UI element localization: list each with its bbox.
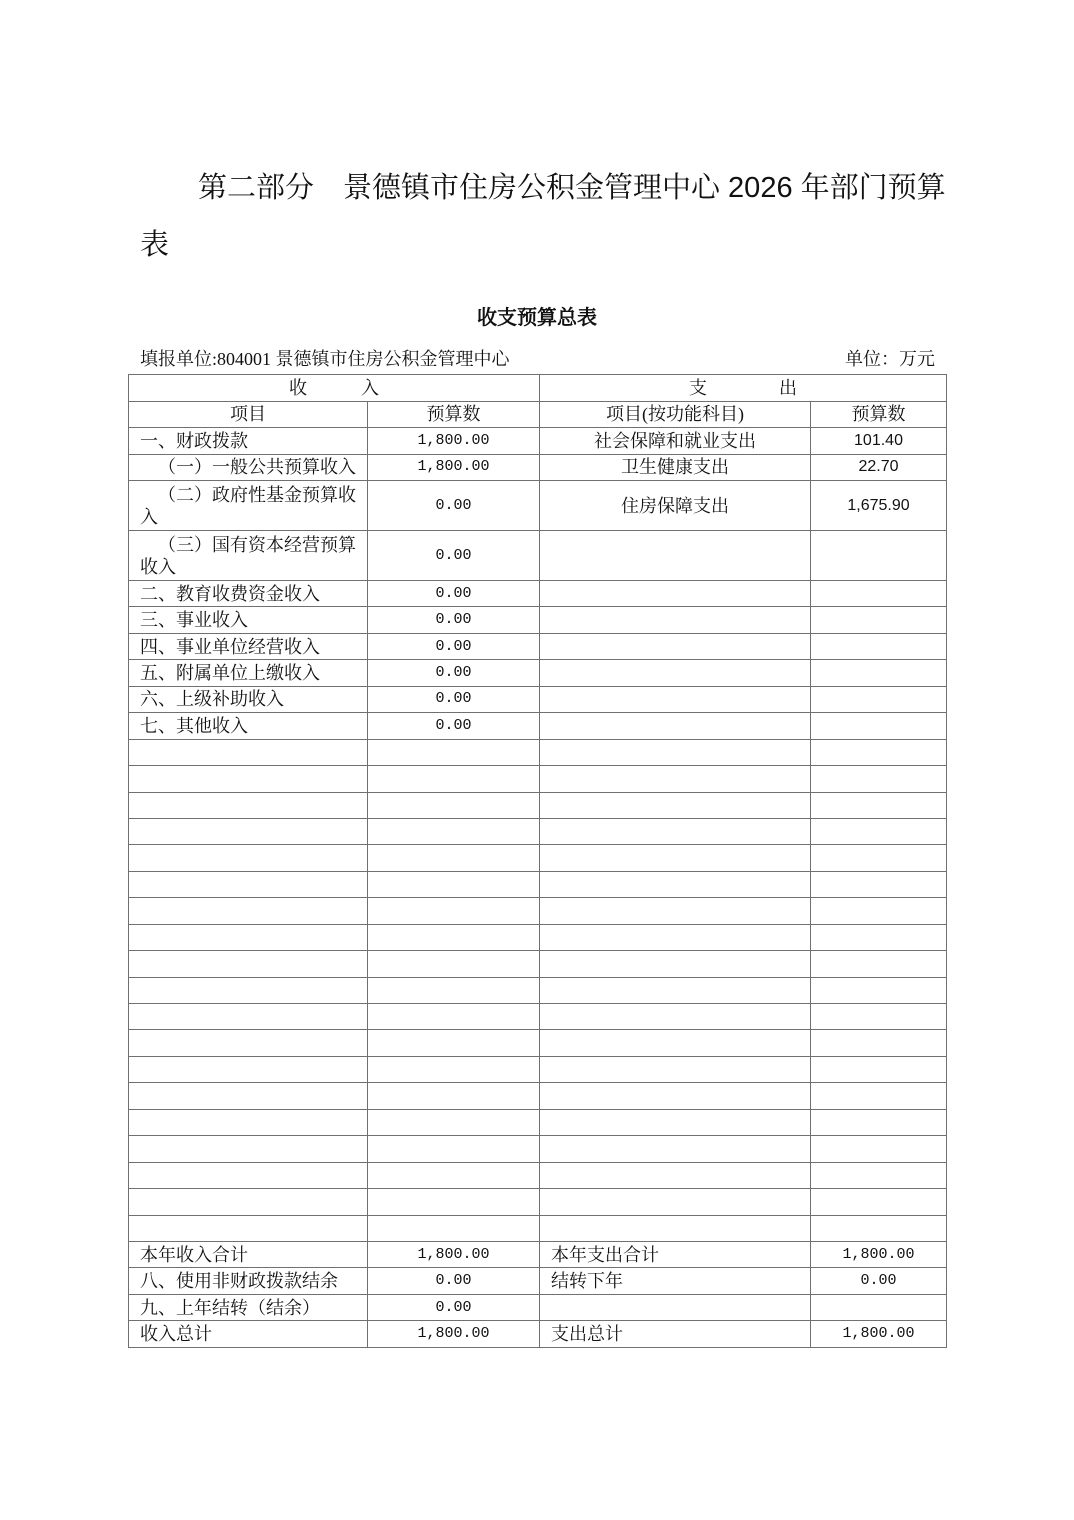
amount-unit: 单位：万元 [845, 349, 935, 369]
income-amount-cell: 0.00 [368, 713, 540, 739]
blank-cell [129, 792, 368, 818]
blank-cell [540, 871, 811, 897]
expenditure-item-header: 项目(按功能科目) [540, 401, 811, 428]
income-item-cell: 二、教育收费资金收入 [129, 581, 368, 607]
expenditure-amount-cell [811, 686, 947, 712]
expenditure-item-cell [540, 633, 811, 659]
summary-row [129, 1268, 947, 1294]
table-row [129, 713, 947, 739]
income-item-cell: 五、附属单位上缴收入 [129, 660, 368, 686]
expenditure-item-cell: 卫生健康支出 [540, 454, 811, 481]
expenditure-item-cell [540, 581, 811, 607]
income-amount-cell: 0.00 [368, 686, 540, 712]
expenditure-item-cell [540, 607, 811, 633]
table-row [129, 581, 947, 607]
blank-cell [129, 1056, 368, 1082]
blank-cell [368, 1215, 540, 1241]
blank-row [129, 871, 947, 897]
blank-cell [368, 845, 540, 871]
expenditure-amount-cell: 1,800.00 [811, 1241, 947, 1267]
blank-cell [811, 1215, 947, 1241]
income-amount-cell: 0.00 [368, 660, 540, 686]
blank-cell [368, 1189, 540, 1215]
blank-cell [540, 845, 811, 871]
blank-cell [540, 977, 811, 1003]
income-item-cell: 六、上级补助收入 [129, 686, 368, 712]
table-row [129, 686, 947, 712]
blank-cell [368, 1004, 540, 1030]
table-row [129, 633, 947, 659]
blank-cell [540, 1083, 811, 1109]
expenditure-amount-cell [811, 531, 947, 581]
blank-row [129, 1215, 947, 1241]
blank-cell [540, 1056, 811, 1082]
expenditure-amount-cell [811, 633, 947, 659]
summary-row [129, 1294, 947, 1320]
blank-row [129, 845, 947, 871]
blank-cell [540, 1109, 811, 1135]
blank-cell [540, 1189, 811, 1215]
blank-cell [811, 1136, 947, 1162]
blank-row [129, 1004, 947, 1030]
income-amount-cell: 0.00 [368, 531, 540, 581]
income-amount-cell: 1,800.00 [368, 454, 540, 481]
blank-row [129, 924, 947, 950]
expenditure-item-cell: 支出总计 [540, 1321, 811, 1347]
income-item-header: 项目 [129, 401, 368, 428]
expenditure-amount-cell [811, 713, 947, 739]
income-item-cell: 七、其他收入 [129, 713, 368, 739]
blank-cell [129, 951, 368, 977]
table-title: 收支预算总表 [477, 307, 597, 329]
blank-cell [811, 818, 947, 844]
income-item-cell: 八、使用非财政拨款结余 [129, 1268, 368, 1294]
expenditure-item-cell [540, 531, 811, 581]
income-amount-cell: 1,800.00 [368, 1241, 540, 1267]
summary-row [129, 1241, 947, 1267]
income-amount-cell: 1,800.00 [368, 428, 540, 455]
income-amount-header: 预算数 [368, 401, 540, 428]
blank-cell [129, 1109, 368, 1135]
column-header-row [129, 401, 947, 428]
blank-cell [368, 766, 540, 792]
expenditure-item-cell [540, 1294, 811, 1320]
expenditure-amount-cell: 0.00 [811, 1268, 947, 1294]
income-item-cell: 四、事业单位经营收入 [129, 633, 368, 659]
blank-row [129, 951, 947, 977]
expenditure-item-cell [540, 660, 811, 686]
blank-row [129, 898, 947, 924]
income-amount-cell: 0.00 [368, 1268, 540, 1294]
income-item-cell: （三）国有资本经营预算收入 [129, 531, 368, 581]
expenditure-amount-cell [811, 607, 947, 633]
expenditure-amount-cell [811, 660, 947, 686]
expenditure-amount-cell: 101.40 [811, 428, 947, 455]
expenditure-amount-cell [811, 1294, 947, 1320]
expenditure-amount-header: 预算数 [811, 401, 947, 428]
blank-cell [368, 1162, 540, 1188]
blank-cell [129, 924, 368, 950]
blank-cell [368, 1136, 540, 1162]
blank-cell [129, 1189, 368, 1215]
blank-cell [368, 1056, 540, 1082]
income-item-cell: 一、财政拨款 [129, 428, 368, 455]
blank-cell [811, 977, 947, 1003]
expenditure-item-cell [540, 713, 811, 739]
expenditure-amount-cell [811, 581, 947, 607]
income-group-header: 收 入 [129, 375, 540, 402]
blank-cell [129, 871, 368, 897]
table-row [129, 607, 947, 633]
budget-summary-table [128, 374, 947, 1348]
blank-cell [129, 1004, 368, 1030]
blank-cell [540, 766, 811, 792]
expenditure-group-header: 支 出 [540, 375, 947, 402]
blank-cell [368, 898, 540, 924]
expenditure-amount-cell: 1,800.00 [811, 1321, 947, 1347]
blank-cell [540, 898, 811, 924]
blank-cell [540, 951, 811, 977]
expenditure-item-cell [540, 686, 811, 712]
income-item-cell: 本年收入合计 [129, 1241, 368, 1267]
filing-unit: 填报单位:804001 景德镇市住房公积金管理中心 [140, 349, 510, 369]
income-amount-cell: 0.00 [368, 581, 540, 607]
blank-cell [368, 1030, 540, 1056]
blank-cell [540, 1030, 811, 1056]
blank-cell [811, 1162, 947, 1188]
blank-row [129, 1030, 947, 1056]
blank-cell [368, 739, 540, 765]
blank-cell [368, 871, 540, 897]
blank-cell [811, 739, 947, 765]
blank-cell [811, 1189, 947, 1215]
blank-cell [811, 871, 947, 897]
blank-row [129, 818, 947, 844]
blank-row [129, 766, 947, 792]
blank-row [129, 1136, 947, 1162]
income-amount-cell: 0.00 [368, 481, 540, 531]
blank-cell [368, 1109, 540, 1135]
blank-cell [129, 1083, 368, 1109]
blank-cell [540, 1136, 811, 1162]
page-title: 第二部分 景德镇市住房公积金管理中心 2026 年部门预算表 [140, 172, 946, 261]
blank-cell [811, 898, 947, 924]
blank-cell [540, 1004, 811, 1030]
blank-cell [540, 739, 811, 765]
blank-cell [129, 1215, 368, 1241]
blank-cell [540, 792, 811, 818]
blank-cell [811, 1083, 947, 1109]
summary-row [129, 1321, 947, 1347]
blank-cell [540, 1162, 811, 1188]
blank-cell [368, 1083, 540, 1109]
blank-cell [811, 951, 947, 977]
table-row [129, 481, 947, 531]
income-item-cell: 三、事业收入 [129, 607, 368, 633]
blank-cell [129, 1136, 368, 1162]
blank-cell [129, 977, 368, 1003]
table-row [129, 531, 947, 581]
blank-cell [129, 739, 368, 765]
expenditure-amount-cell: 22.70 [811, 454, 947, 481]
group-header-row [129, 375, 947, 402]
blank-cell [811, 792, 947, 818]
blank-row [129, 1109, 947, 1135]
table-row [129, 660, 947, 686]
income-amount-cell: 0.00 [368, 633, 540, 659]
income-item-cell: 收入总计 [129, 1321, 368, 1347]
table-row [129, 454, 947, 481]
blank-row [129, 977, 947, 1003]
blank-cell [129, 1030, 368, 1056]
blank-cell [368, 951, 540, 977]
expenditure-item-cell: 住房保障支出 [540, 481, 811, 531]
income-amount-cell: 1,800.00 [368, 1321, 540, 1347]
blank-row [129, 1162, 947, 1188]
blank-cell [129, 845, 368, 871]
blank-cell [540, 1215, 811, 1241]
blank-cell [129, 818, 368, 844]
income-item-cell: 九、上年结转（结余） [129, 1294, 368, 1320]
blank-cell [368, 924, 540, 950]
income-amount-cell: 0.00 [368, 607, 540, 633]
blank-cell [540, 924, 811, 950]
blank-cell [811, 1109, 947, 1135]
income-item-cell: （二）政府性基金预算收入 [129, 481, 368, 531]
blank-row [129, 792, 947, 818]
blank-row [129, 1083, 947, 1109]
blank-cell [811, 1030, 947, 1056]
table-row [129, 428, 947, 455]
blank-cell [129, 898, 368, 924]
blank-cell [368, 792, 540, 818]
blank-cell [811, 1004, 947, 1030]
blank-cell [811, 1056, 947, 1082]
expenditure-item-cell: 本年支出合计 [540, 1241, 811, 1267]
blank-cell [540, 818, 811, 844]
blank-row [129, 1056, 947, 1082]
blank-cell [811, 845, 947, 871]
expenditure-amount-cell: 1,675.90 [811, 481, 947, 531]
blank-cell [368, 977, 540, 1003]
expenditure-item-cell: 社会保障和就业支出 [540, 428, 811, 455]
blank-cell [368, 818, 540, 844]
income-item-cell: （一）一般公共预算收入 [129, 454, 368, 481]
income-amount-cell: 0.00 [368, 1294, 540, 1320]
blank-cell [129, 1162, 368, 1188]
blank-cell [811, 766, 947, 792]
blank-cell [811, 924, 947, 950]
blank-row [129, 1189, 947, 1215]
blank-row [129, 739, 947, 765]
expenditure-item-cell: 结转下年 [540, 1268, 811, 1294]
blank-cell [129, 766, 368, 792]
